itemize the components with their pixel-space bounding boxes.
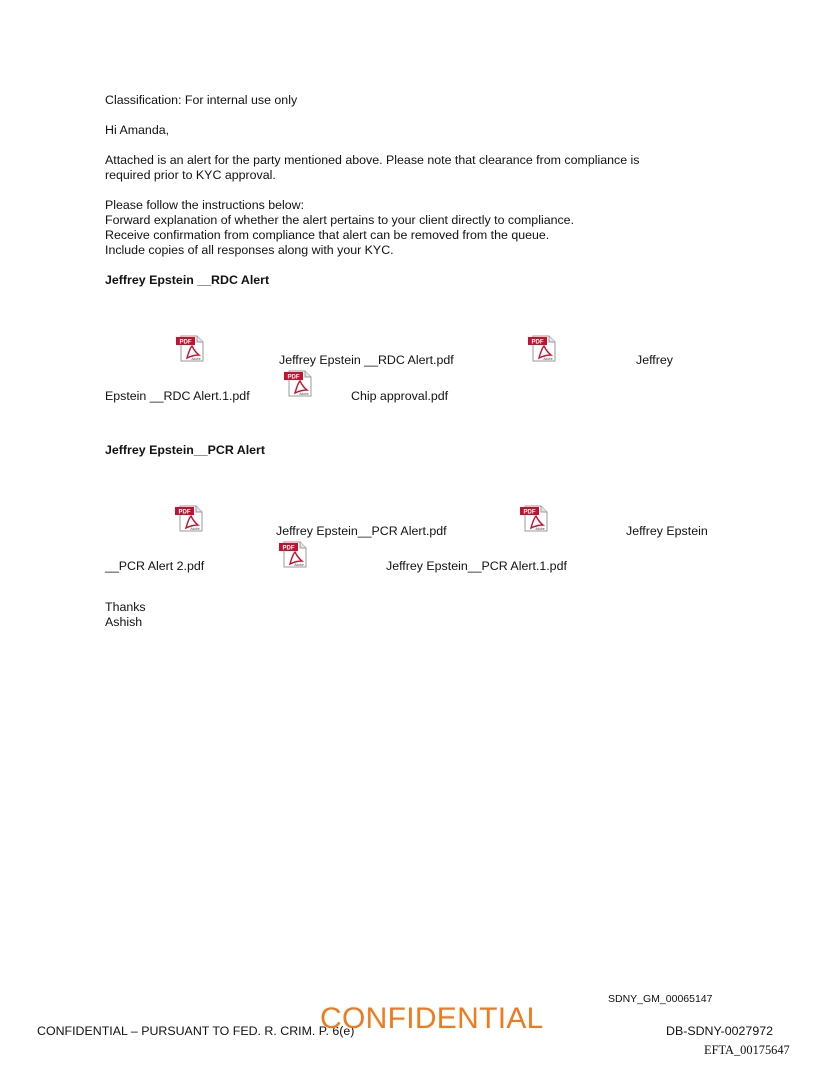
attachment-link-pcr-alert-1[interactable]: Jeffrey Epstein__PCR Alert.1.pdf — [386, 559, 567, 573]
sdny-gm-bates-number: SDNY_GM_00065147 — [608, 993, 713, 1005]
db-sdny-bates-number: DB-SDNY-0027972 — [666, 1024, 773, 1038]
signature: Ashish — [105, 615, 143, 629]
pcr-alert-heading: Jeffrey Epstein__PCR Alert — [105, 443, 265, 457]
pdf-file-icon[interactable] — [174, 503, 206, 533]
body-paragraph-line-2: required prior to KYC approval. — [105, 168, 276, 182]
classification-line: Classification: For internal use only — [105, 93, 298, 107]
confidential-notice: CONFIDENTIAL – PURSUANT TO FED. R. CRIM. P. 6(e) — [37, 1024, 355, 1038]
body-paragraph-line-1: Attached is an alert for the party mentioned above. Please note that clearance from compliance is — [105, 153, 640, 167]
instruction-item: Include copies of all responses along with your KYC. — [105, 243, 394, 257]
attachment-link-pcr-alert-2-part2[interactable]: __PCR Alert 2.pdf — [105, 559, 205, 573]
instruction-item: Forward explanation of whether the alert pertains to your client directly to compliance. — [105, 213, 575, 227]
greeting: Hi Amanda, — [105, 123, 170, 137]
attachment-link-chip-approval[interactable]: Chip approval.pdf — [351, 389, 449, 403]
pdf-file-icon[interactable] — [175, 333, 207, 363]
attachment-link-rdc-alert-1-part2[interactable]: Epstein __RDC Alert.1.pdf — [105, 389, 250, 403]
instruction-item: Receive confirmation from compliance that alert can be removed from the queue. — [105, 228, 550, 242]
pdf-file-icon[interactable] — [519, 503, 551, 533]
attachment-link-pcr-alert[interactable]: Jeffrey Epstein__PCR Alert.pdf — [276, 524, 447, 538]
rdc-alert-heading: Jeffrey Epstein __RDC Alert — [105, 273, 270, 287]
attachment-link-rdc-alert-1-part1[interactable]: Jeffrey — [636, 353, 673, 367]
instructions-intro: Please follow the instructions below: — [105, 198, 305, 212]
signoff: Thanks — [105, 600, 146, 614]
pdf-file-icon[interactable] — [278, 539, 310, 569]
efta-bates-number: EFTA_00175647 — [704, 1043, 790, 1057]
confidential-stamp: CONFIDENTIAL — [320, 1002, 544, 1035]
attachment-link-pcr-alert-2-part1[interactable]: Jeffrey Epstein — [626, 524, 708, 538]
pdf-file-icon[interactable] — [283, 368, 315, 398]
pdf-file-icon[interactable] — [527, 333, 559, 363]
attachment-link-rdc-alert[interactable]: Jeffrey Epstein __RDC Alert.pdf — [279, 353, 454, 367]
